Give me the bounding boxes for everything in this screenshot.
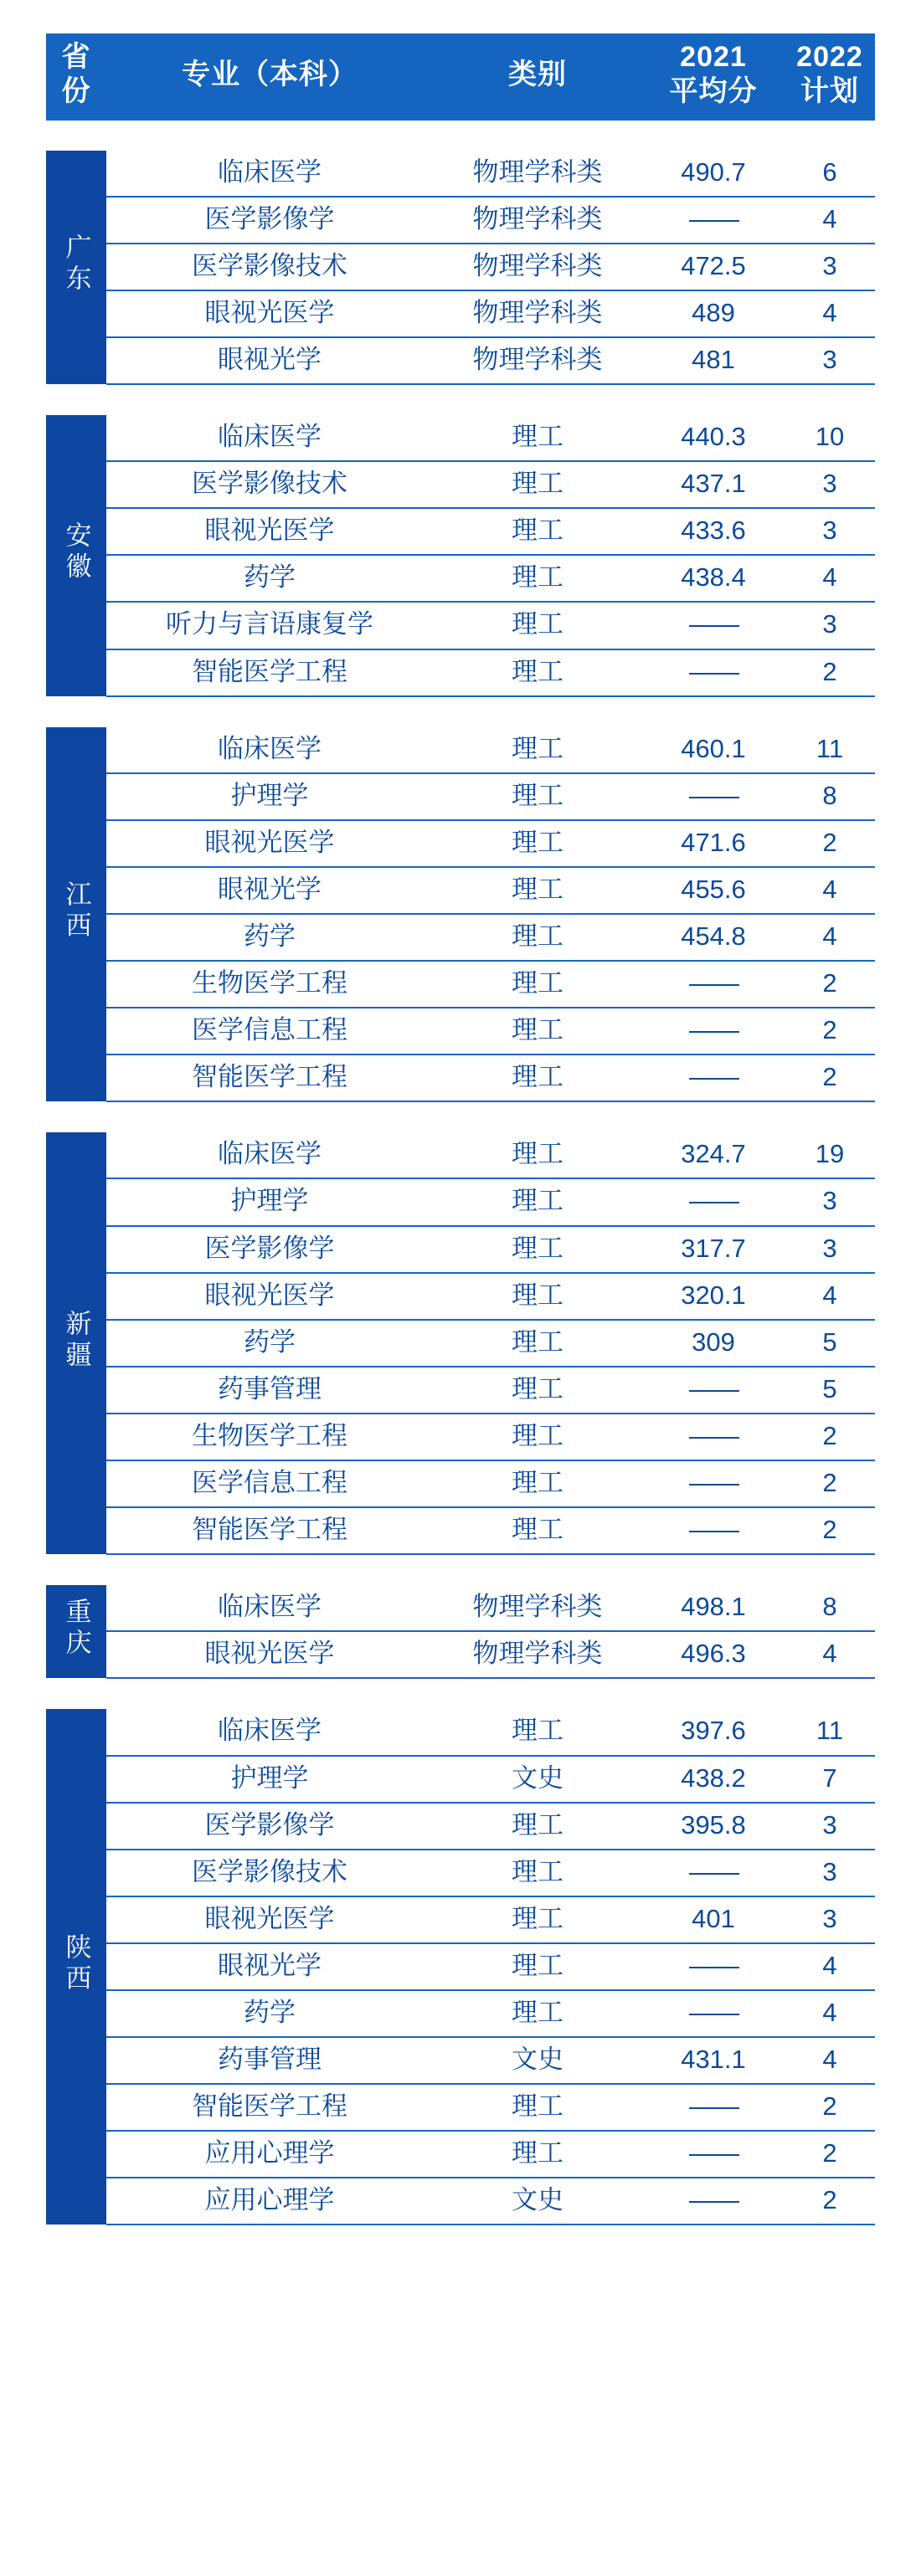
table-row [46, 197, 875, 244]
table-row [46, 1273, 875, 1320]
major-cell: 医学影像技术 [106, 461, 433, 508]
table-row [46, 727, 875, 773]
average-score-cell: 498.1 [642, 1585, 785, 1631]
province-label: 陕西 [61, 1932, 91, 1995]
table-row [46, 1756, 875, 1803]
major-cell: 临床医学 [106, 415, 433, 461]
group-spacer-cell [46, 1554, 875, 1585]
plan-count-cell: 4 [785, 555, 875, 602]
no-data-dash: —— [689, 1468, 738, 1498]
table-row [46, 1055, 875, 1101]
column-header-plan-label: 计划 [800, 74, 859, 107]
no-data-dash: —— [689, 780, 738, 810]
category-cell: 理工 [433, 1132, 642, 1178]
average-score-cell [642, 773, 785, 820]
table-row [46, 1709, 875, 1755]
category-cell: 理工 [433, 1178, 642, 1225]
category-cell: 理工 [433, 2084, 642, 2131]
column-header-province-line1: 省 [61, 41, 91, 73]
group-spacer [46, 1101, 875, 1132]
major-cell: 眼视光医学 [106, 1273, 433, 1320]
category-cell: 理工 [433, 1226, 642, 1273]
average-score-cell: 433.6 [642, 508, 785, 555]
table-row [46, 1132, 875, 1178]
plan-count-cell: 4 [785, 1273, 875, 1320]
category-cell: 理工 [433, 1709, 642, 1755]
table-row [46, 555, 875, 602]
major-cell: 药学 [106, 914, 433, 961]
major-cell: 护理学 [106, 773, 433, 820]
plan-count-cell: 4 [785, 290, 875, 337]
major-cell: 眼视光医学 [106, 1631, 433, 1678]
major-cell: 药事管理 [106, 2037, 433, 2084]
major-cell: 医学信息工程 [106, 1008, 433, 1055]
table-row [46, 1178, 875, 1225]
average-score-cell: 490.7 [642, 151, 785, 197]
plan-count-cell: 2 [785, 1414, 875, 1460]
table-row [46, 415, 875, 461]
category-cell: 文史 [433, 1756, 642, 1803]
province-cell [46, 1132, 106, 1554]
plan-count-cell: 2 [785, 2131, 875, 2178]
province-cell [46, 151, 106, 384]
table-row [46, 1320, 875, 1367]
plan-count-cell: 2 [785, 2178, 875, 2224]
average-score-cell: 309 [642, 1320, 785, 1367]
average-score-cell: 324.7 [642, 1132, 785, 1178]
average-score-cell [642, 1055, 785, 1101]
table-row [46, 602, 875, 649]
plan-count-cell: 11 [785, 1709, 875, 1755]
plan-count-cell: 19 [785, 1132, 875, 1178]
plan-count-cell: 3 [785, 1850, 875, 1896]
category-cell: 理工 [433, 1803, 642, 1850]
category-cell: 理工 [433, 508, 642, 555]
category-cell: 文史 [433, 2037, 642, 2084]
major-cell: 眼视光学 [106, 1943, 433, 1990]
average-score-cell [642, 1367, 785, 1414]
major-cell: 眼视光医学 [106, 290, 433, 337]
plan-count-cell: 4 [785, 2037, 875, 2084]
plan-count-cell: 2 [785, 1055, 875, 1101]
admissions-table [46, 33, 875, 2225]
no-data-dash: —— [689, 2091, 738, 2122]
average-score-cell: 455.6 [642, 867, 785, 914]
major-cell: 生物医学工程 [106, 961, 433, 1008]
table-row [46, 1367, 875, 1414]
category-cell: 理工 [433, 1055, 642, 1101]
plan-count-cell: 4 [785, 1943, 875, 1990]
major-cell: 应用心理学 [106, 2131, 433, 2178]
category-cell: 物理学科类 [433, 1631, 642, 1678]
table-row [46, 1414, 875, 1460]
category-cell: 物理学科类 [433, 244, 642, 290]
table-row [46, 961, 875, 1008]
category-cell: 理工 [433, 1414, 642, 1460]
average-score-cell: 317.7 [642, 1226, 785, 1273]
plan-count-cell: 3 [785, 602, 875, 649]
average-score-cell: 438.4 [642, 555, 785, 602]
plan-count-cell: 6 [785, 151, 875, 197]
column-header-major: 专业（本科） [106, 33, 433, 121]
major-cell: 医学信息工程 [106, 1460, 433, 1507]
table-row [46, 1460, 875, 1507]
major-cell: 眼视光学 [106, 867, 433, 914]
table-row [46, 461, 875, 508]
category-cell: 物理学科类 [433, 1585, 642, 1631]
category-cell: 理工 [433, 867, 642, 914]
table-row [46, 337, 875, 384]
average-score-cell [642, 1414, 785, 1460]
major-cell: 医学影像技术 [106, 1850, 433, 1896]
category-cell: 理工 [433, 415, 642, 461]
column-header-province [46, 33, 106, 121]
category-cell: 理工 [433, 961, 642, 1008]
no-data-dash: —— [689, 203, 738, 233]
column-header-average-score [642, 33, 785, 121]
category-cell: 理工 [433, 1850, 642, 1896]
group-spacer [46, 1554, 875, 1585]
average-score-cell [642, 1507, 785, 1554]
group-spacer [46, 696, 875, 727]
major-cell: 药学 [106, 1990, 433, 2037]
column-header-average-year: 2021 [680, 41, 747, 73]
table-row [46, 2178, 875, 2224]
major-cell: 应用心理学 [106, 2178, 433, 2224]
category-cell: 文史 [433, 2178, 642, 2224]
table-row [46, 773, 875, 820]
group-spacer-cell [46, 1101, 875, 1132]
major-cell: 临床医学 [106, 1585, 433, 1631]
average-score-cell: 481 [642, 337, 785, 384]
major-cell: 临床医学 [106, 727, 433, 773]
table-row [46, 1990, 875, 2037]
column-header-category: 类别 [433, 33, 642, 121]
major-cell: 药学 [106, 1320, 433, 1367]
table-row [46, 290, 875, 337]
plan-count-cell: 2 [785, 2084, 875, 2131]
province-label: 重庆 [61, 1598, 91, 1660]
average-score-cell: 437.1 [642, 461, 785, 508]
plan-count-cell: 4 [785, 1631, 875, 1678]
plan-count-cell: 2 [785, 1460, 875, 1507]
category-cell: 物理学科类 [433, 197, 642, 244]
category-cell: 理工 [433, 1990, 642, 2037]
category-cell: 理工 [433, 914, 642, 961]
plan-count-cell: 4 [785, 1990, 875, 2037]
group-spacer [46, 1678, 875, 1709]
table-row [46, 151, 875, 197]
average-score-cell: 489 [642, 290, 785, 337]
average-score-cell [642, 1850, 785, 1896]
category-cell: 理工 [433, 602, 642, 649]
no-data-dash: —— [689, 2185, 738, 2215]
major-cell: 眼视光学 [106, 337, 433, 384]
average-score-cell [642, 2084, 785, 2131]
no-data-dash: —— [689, 1515, 738, 1545]
plan-count-cell: 4 [785, 914, 875, 961]
average-score-cell [642, 2131, 785, 2178]
province-label: 安徽 [61, 521, 91, 584]
major-cell: 眼视光医学 [106, 820, 433, 867]
plan-count-cell: 4 [785, 867, 875, 914]
major-cell: 生物医学工程 [106, 1414, 433, 1460]
category-cell: 理工 [433, 649, 642, 696]
average-score-cell: 471.6 [642, 820, 785, 867]
table-row [46, 1850, 875, 1896]
major-cell: 智能医学工程 [106, 1507, 433, 1554]
category-cell: 物理学科类 [433, 290, 642, 337]
plan-count-cell: 7 [785, 1756, 875, 1803]
category-cell: 理工 [433, 1367, 642, 1414]
table-row [46, 1008, 875, 1055]
major-cell: 听力与言语康复学 [106, 602, 433, 649]
plan-count-cell: 8 [785, 773, 875, 820]
table-row [46, 2037, 875, 2084]
group-spacer-cell [46, 1678, 875, 1709]
plan-count-cell: 2 [785, 961, 875, 1008]
plan-count-cell: 3 [785, 244, 875, 290]
table-row [46, 649, 875, 696]
average-score-cell [642, 649, 785, 696]
table-row [46, 244, 875, 290]
average-score-cell: 401 [642, 1896, 785, 1943]
no-data-dash: —— [689, 2138, 738, 2168]
plan-count-cell: 5 [785, 1320, 875, 1367]
category-cell: 理工 [433, 1460, 642, 1507]
province-cell [46, 1709, 106, 2224]
category-cell: 理工 [433, 773, 642, 820]
category-cell: 理工 [433, 1008, 642, 1055]
column-header-plan-year: 2022 [796, 41, 863, 73]
no-data-dash: —— [689, 1186, 738, 1216]
plan-count-cell: 3 [785, 1178, 875, 1225]
category-cell: 物理学科类 [433, 151, 642, 197]
average-score-cell [642, 1943, 785, 1990]
major-cell: 医学影像学 [106, 1803, 433, 1850]
average-score-cell [642, 197, 785, 244]
average-score-cell [642, 602, 785, 649]
major-cell: 护理学 [106, 1178, 433, 1225]
category-cell: 物理学科类 [433, 337, 642, 384]
table-row [46, 1631, 875, 1678]
average-score-cell [642, 1008, 785, 1055]
plan-count-cell: 8 [785, 1585, 875, 1631]
category-cell: 理工 [433, 555, 642, 602]
category-cell: 理工 [433, 1896, 642, 1943]
table-row [46, 1226, 875, 1273]
major-cell: 眼视光医学 [106, 508, 433, 555]
average-score-cell: 395.8 [642, 1803, 785, 1850]
province-cell [46, 415, 106, 696]
major-cell: 智能医学工程 [106, 2084, 433, 2131]
category-cell: 理工 [433, 1943, 642, 1990]
major-cell: 临床医学 [106, 151, 433, 197]
table-row [46, 1803, 875, 1850]
plan-count-cell: 3 [785, 1803, 875, 1850]
major-cell: 眼视光医学 [106, 1896, 433, 1943]
table-row [46, 1507, 875, 1554]
major-cell: 临床医学 [106, 1132, 433, 1178]
average-score-cell [642, 961, 785, 1008]
province-label: 广东 [61, 233, 91, 295]
no-data-dash: —— [689, 1997, 738, 2027]
group-spacer-cell [46, 696, 875, 727]
plan-count-cell: 4 [785, 197, 875, 244]
major-cell: 医学影像学 [106, 1226, 433, 1273]
major-cell: 药学 [106, 555, 433, 602]
plan-count-cell: 2 [785, 820, 875, 867]
column-header-province-line2: 份 [61, 74, 91, 107]
major-cell: 智能医学工程 [106, 1055, 433, 1101]
plan-count-cell: 2 [785, 649, 875, 696]
category-cell: 理工 [433, 820, 642, 867]
column-header-plan [785, 33, 875, 121]
no-data-dash: —— [689, 1950, 738, 1980]
no-data-dash: —— [689, 656, 738, 686]
average-score-cell: 440.3 [642, 415, 785, 461]
major-cell: 护理学 [106, 1756, 433, 1803]
average-score-cell: 460.1 [642, 727, 785, 773]
major-cell: 智能医学工程 [106, 649, 433, 696]
no-data-dash: —— [689, 1015, 738, 1045]
major-cell: 医学影像学 [106, 197, 433, 244]
category-cell: 理工 [433, 1273, 642, 1320]
province-cell [46, 727, 106, 1102]
category-cell: 理工 [433, 727, 642, 773]
average-score-cell: 431.1 [642, 2037, 785, 2084]
category-cell: 理工 [433, 1507, 642, 1554]
table-row [46, 508, 875, 555]
plan-count-cell: 3 [785, 508, 875, 555]
no-data-dash: —— [689, 1856, 738, 1886]
province-cell [46, 1585, 106, 1678]
table-row [46, 820, 875, 867]
column-header-average-label: 平均分 [669, 74, 758, 107]
major-cell: 医学影像技术 [106, 244, 433, 290]
average-score-cell: 397.6 [642, 1709, 785, 1755]
average-score-cell: 320.1 [642, 1273, 785, 1320]
table-header [46, 33, 875, 121]
table-row [46, 2084, 875, 2131]
plan-count-cell: 2 [785, 1507, 875, 1554]
table-row [46, 914, 875, 961]
table-row [46, 867, 875, 914]
plan-count-cell: 5 [785, 1367, 875, 1414]
no-data-dash: —— [689, 609, 738, 639]
table-row [46, 1585, 875, 1631]
average-score-cell: 454.8 [642, 914, 785, 961]
province-label: 新疆 [61, 1309, 91, 1372]
no-data-dash: —— [689, 1420, 738, 1450]
category-cell: 理工 [433, 1320, 642, 1367]
plan-count-cell: 2 [785, 1008, 875, 1055]
average-score-cell: 438.2 [642, 1756, 785, 1803]
plan-count-cell: 3 [785, 337, 875, 384]
major-cell: 临床医学 [106, 1709, 433, 1755]
group-spacer-cell [46, 121, 875, 151]
table-body [46, 121, 875, 2225]
province-label: 江西 [61, 880, 91, 942]
plan-count-cell: 3 [785, 1226, 875, 1273]
no-data-dash: —— [689, 968, 738, 998]
group-spacer-cell [46, 384, 875, 415]
plan-count-cell: 11 [785, 727, 875, 773]
table-row [46, 1943, 875, 1990]
average-score-cell [642, 1178, 785, 1225]
average-score-cell [642, 1990, 785, 2037]
category-cell: 理工 [433, 2131, 642, 2178]
average-score-cell [642, 2178, 785, 2224]
no-data-dash: —— [689, 1062, 738, 1092]
average-score-cell: 472.5 [642, 244, 785, 290]
average-score-cell: 496.3 [642, 1631, 785, 1678]
plan-count-cell: 3 [785, 461, 875, 508]
plan-count-cell: 10 [785, 415, 875, 461]
category-cell: 理工 [433, 461, 642, 508]
group-spacer [46, 121, 875, 151]
average-score-cell [642, 1460, 785, 1507]
no-data-dash: —— [689, 1373, 738, 1403]
table-row [46, 2131, 875, 2178]
table-row [46, 1896, 875, 1943]
major-cell: 药事管理 [106, 1367, 433, 1414]
group-spacer [46, 384, 875, 415]
plan-count-cell: 3 [785, 1896, 875, 1943]
